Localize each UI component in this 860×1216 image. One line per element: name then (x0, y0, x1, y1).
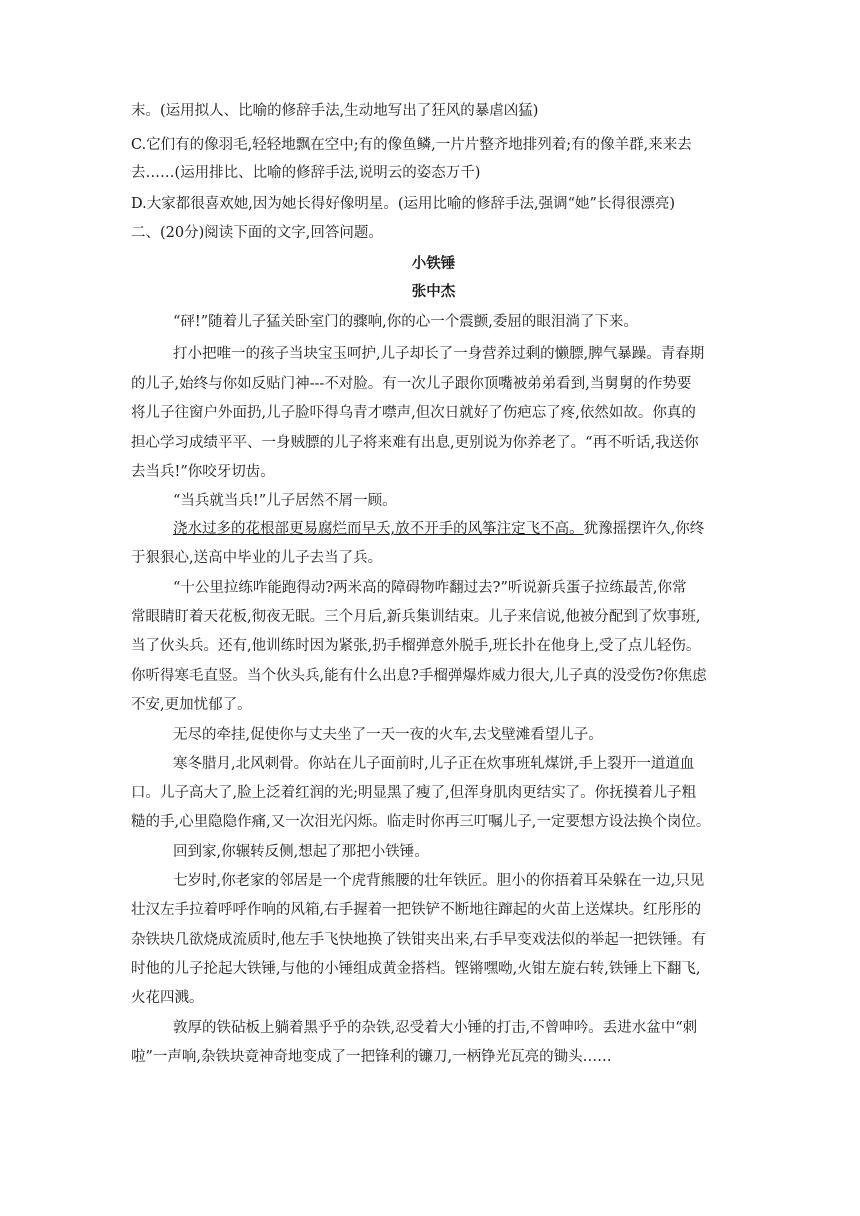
article-author: 张中杰 (411, 284, 456, 300)
paragraph-line: 杂铁块几欲烧成流质时,他左手飞快地换了铁钳夹出来,右手早变戏法似的举起一把铁锤。有 (131, 932, 706, 948)
section-heading: 二、(20分)阅读下面的文字,回答问题。 (131, 225, 383, 241)
paragraph-line: 于狠狠心,送高中毕业的儿子去当了兵。 (131, 550, 383, 566)
option-b-continuation: 末。(运用拟人、比喻的修辞手法,生动地写出了狂风的暴虐凶猛) (131, 103, 539, 119)
sentence-rest: 犹豫摇摆许久,你终 (583, 521, 705, 537)
underlined-sentence: 浇水过多的花根部更易腐烂而早夭,放不开手的风筝注定飞不高。 (173, 521, 584, 537)
paragraph-line: 常眼睛盯着天花板,彻夜无眠。三个月后,新兵集训结束。儿子来信说,他被分配到了炊事班, (131, 609, 701, 625)
paragraph-line: 当了伙头兵。还有,他训练时因为紧张,扔手榴弹意外脱手,班长扑在他身上,受了点儿轻伤。 (131, 638, 701, 654)
paragraph-line: “十公里拉练咋能跑得动?两米高的障碍物咋翻过去?”听说新兵蛋子拉练最苦,你常 (173, 580, 687, 596)
paragraph-line: 不安,更加忧郁了。 (131, 697, 252, 713)
paragraph-line: 担心学习成绩平平、一身贼膘的儿子将来难有出息,更别说为你养老了。“再不听话,我送你 (131, 435, 699, 451)
paragraph-line: 啦”一声响,杂铁块竟神奇地变成了一把锋利的镰刀,一柄铮光瓦亮的锄头…… (131, 1049, 612, 1065)
paragraph-line-underlined (173, 519, 736, 539)
paragraph-line: 你听得寒毛直竖。当个伙头兵,能有什么出息?手榴弹爆炸威力很大,儿子真的没受伤?你焦虑 (131, 668, 707, 684)
option-c-line-1: C.它们有的像羽毛,轻轻地飘在空中;有的像鱼鳞,一片片整齐地排列着;有的像羊群,来来去 (131, 137, 692, 153)
paragraph-line: 火花四溅。 (131, 990, 204, 1006)
paragraph-line: “当兵就当兵!”儿子居然不屑一顾。 (173, 493, 397, 509)
option-d: D.大家都很喜欢她,因为她长得好像明星。(运用比喻的修辞手法,强调“她”长得很漂亮) (131, 196, 676, 212)
paragraph-line: 无尽的牵挂,促使你与丈夫坐了一天一夜的火车,去戈壁滩看望儿子。 (173, 727, 603, 743)
paragraph-line: 回到家,你辗转反侧,想起了那把小铁锤。 (173, 844, 429, 860)
paragraph-line: 敦厚的铁砧板上躺着黑乎乎的杂铁,忍受着大小锤的打击,不曾呻吟。丢进水盆中“刺 (173, 1020, 698, 1036)
paragraph-line: 时他的儿子抡起大铁锤,与他的小锤组成黄金搭档。铿锵嘿呦,火钳左旋右转,铁锤上下翻飞, (131, 961, 701, 977)
option-c-line-2: 去……(运用排比、比喻的修辞手法,说明云的姿态万千) (131, 165, 481, 181)
paragraph-line: 打小把唯一的孩子当块宝玉呵护,儿子却长了一身营养过剩的懒膘,脾气暴躁。青春期 (173, 346, 705, 362)
paragraph-line: 口。儿子高大了,脸上泛着红润的光;明显黑了瘦了,但浑身肌肉更结实了。你抚摸着儿子粗 (131, 785, 697, 801)
paragraph-line: 去当兵!”你咬牙切齿。 (131, 464, 275, 480)
paragraph-line: 七岁时,你老家的邻居是一个虎背熊腰的壮年铁匠。胆小的你捂着耳朵躲在一边,只见 (173, 873, 705, 889)
article-title: 小铁锤 (411, 256, 456, 272)
paragraph-line: 的儿子,始终与你如反贴门神---不对脸。有一次儿子跟你顶嘴被弟弟看到,当舅舅的作势要 (131, 376, 692, 392)
paragraph-line: 壮汉左手拉着呼呼作响的风箱,右手握着一把铁铲不断地往蹿起的火苗上送煤块。红彤彤的 (131, 902, 702, 918)
paragraph-line: 将儿子往窗户外面扔,儿子脸吓得乌青才噤声,但次日就好了伤疤忘了疼,依然如故。你真的 (131, 405, 696, 421)
paragraph-line: 寒冬腊月,北风刺骨。你站在儿子面前时,儿子正在炊事班轧煤饼,手上裂开一道道血 (173, 756, 695, 772)
paragraph-line: 糙的手,心里隐隐作痛,又一次泪光闪烁。临走时你再三叮嘱儿子,一定要想方设法换个岗位。 (131, 814, 711, 830)
paragraph-line: “砰!”随着儿子猛关卧室门的骤响,你的心一个震颤,委屈的眼泪淌了下来。 (173, 314, 638, 330)
